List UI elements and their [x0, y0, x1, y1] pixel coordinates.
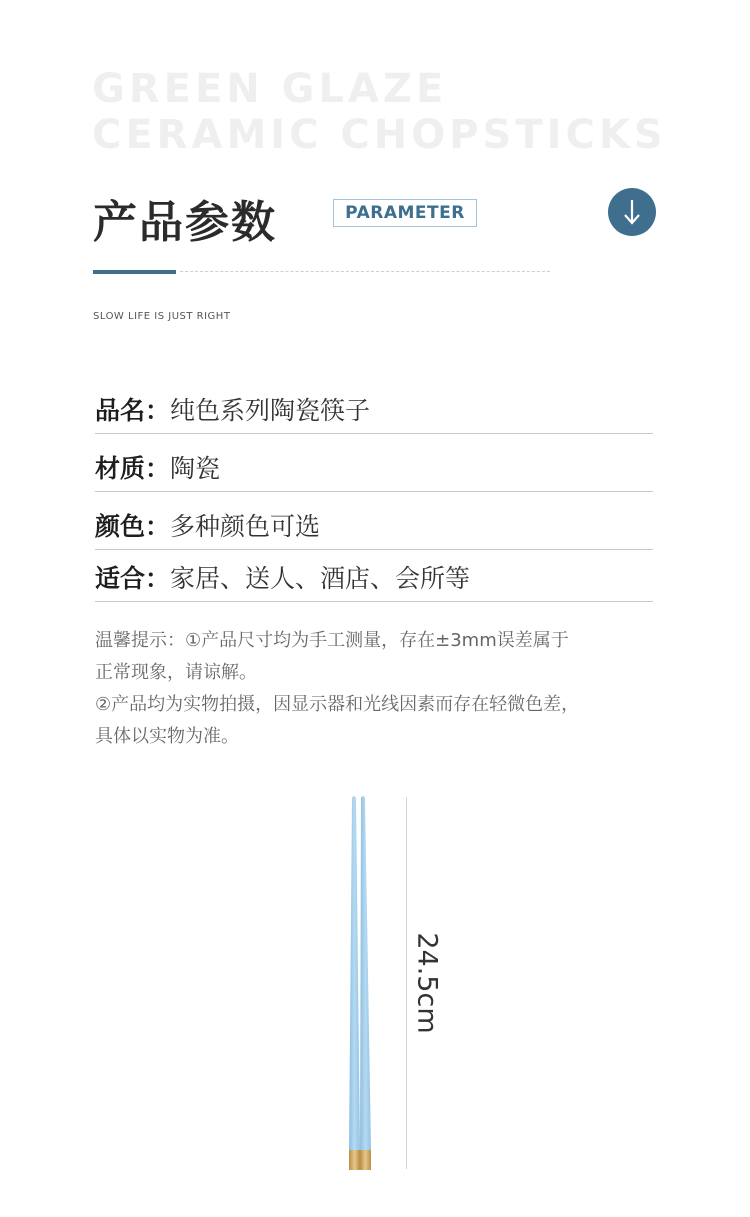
background-title-line2: CERAMIC CHOPSTICKS [92, 112, 667, 158]
accent-divider [93, 270, 176, 274]
background-title [92, 66, 667, 158]
page-title: 产品参数 [93, 197, 277, 248]
dashed-divider [180, 271, 550, 272]
tips-line: 正常现象，请谅解。 [95, 662, 257, 683]
tips-line: 具体以实物为准。 [95, 726, 239, 747]
spec-row-material [95, 452, 653, 492]
spec-value: 陶瓷 [170, 454, 221, 483]
tips-line: 温馨提示：①产品尺寸均为手工测量，存在±3mm误差属于 [95, 630, 569, 651]
parameter-badge: PARAMETER [333, 199, 477, 227]
tips-note [95, 625, 655, 753]
dimension-line [406, 797, 407, 1169]
spec-label: 材质： [95, 454, 171, 483]
spec-value: 家居、送人、酒店、会所等 [170, 564, 471, 593]
spec-row-suitable [95, 562, 653, 602]
background-title-line1: GREEN GLAZE [92, 66, 448, 112]
spec-label: 颜色： [95, 512, 171, 541]
chopstick-right [360, 796, 371, 1170]
slogan: SLOW LIFE IS JUST RIGHT [93, 311, 231, 322]
length-label: 24.5cm [411, 932, 443, 1034]
chopstick-left [349, 796, 360, 1170]
chopsticks-image [330, 790, 470, 1175]
spec-row-name [95, 394, 653, 434]
spec-row-color [95, 510, 653, 550]
spec-value: 多种颜色可选 [170, 512, 321, 541]
spec-label: 适合： [95, 564, 171, 593]
tips-line: ②产品均为实物拍摄，因显示器和光线因素而存在轻微色差， [95, 694, 580, 715]
spec-label: 品名： [95, 396, 171, 425]
spec-value: 纯色系列陶瓷筷子 [170, 396, 371, 425]
arrow-down-icon [608, 188, 656, 236]
